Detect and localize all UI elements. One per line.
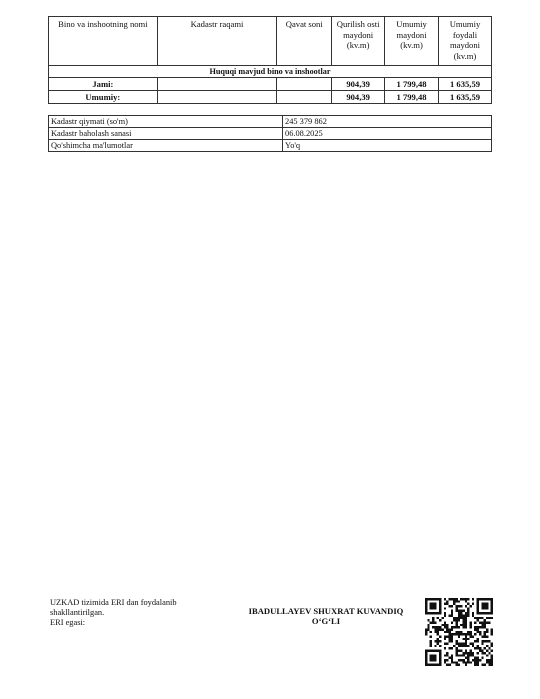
col-header-total-area: Umumiy maydoni (kv.m) xyxy=(385,17,439,66)
row-footprint-area: 904,39 xyxy=(332,78,385,91)
table-row xyxy=(49,78,492,91)
info-value: Yo'q xyxy=(283,140,492,152)
buildings-table xyxy=(48,16,492,104)
info-key: Qo'shimcha ma'lumotlar xyxy=(49,140,283,152)
col-header-floors: Qavat soni xyxy=(277,17,332,66)
system-note: UZKAD tizimida ERI dan foydalanib shakllantirilgan. xyxy=(50,598,177,617)
info-row xyxy=(49,116,492,128)
eri-owner-name: IBADULLAYEV SHUXRAT KUVANDIQ O‘G‘LI xyxy=(248,606,404,626)
col-header-cadastre: Kadastr raqami xyxy=(157,17,277,66)
col-header-footprint-area: Qurilish osti maydoni (kv.m) xyxy=(332,17,385,66)
row-label: Jami: xyxy=(49,78,158,91)
info-key: Kadastr qiymati (so'm) xyxy=(49,116,283,128)
row-floors xyxy=(277,91,332,104)
col-header-useful-area: Umumiy foydali maydoni (kv.m) xyxy=(439,17,492,66)
info-value: 245 379 862 xyxy=(283,116,492,128)
section-title: Huquqi mavjud bino va inshootlar xyxy=(49,66,492,78)
table-row xyxy=(49,91,492,104)
row-total-area: 1 799,48 xyxy=(385,91,439,104)
row-cadastre xyxy=(157,78,277,91)
footer-note xyxy=(50,598,210,628)
cadastre-info-table xyxy=(48,115,492,152)
eri-label: ERI egasi: xyxy=(50,618,86,627)
row-floors xyxy=(277,78,332,91)
qr-code-icon xyxy=(425,598,493,666)
info-row xyxy=(49,128,492,140)
row-cadastre xyxy=(157,91,277,104)
col-header-name: Bino va inshootning nomi xyxy=(49,17,158,66)
row-useful-area: 1 635,59 xyxy=(439,78,492,91)
row-label: Umumiy: xyxy=(49,91,158,104)
row-total-area: 1 799,48 xyxy=(385,78,439,91)
row-footprint-area: 904,39 xyxy=(332,91,385,104)
row-useful-area: 1 635,59 xyxy=(439,91,492,104)
info-key: Kadastr baholash sanasi xyxy=(49,128,283,140)
table-header-row xyxy=(49,17,492,66)
section-row xyxy=(49,66,492,78)
info-value: 06.08.2025 xyxy=(283,128,492,140)
info-row xyxy=(49,140,492,152)
